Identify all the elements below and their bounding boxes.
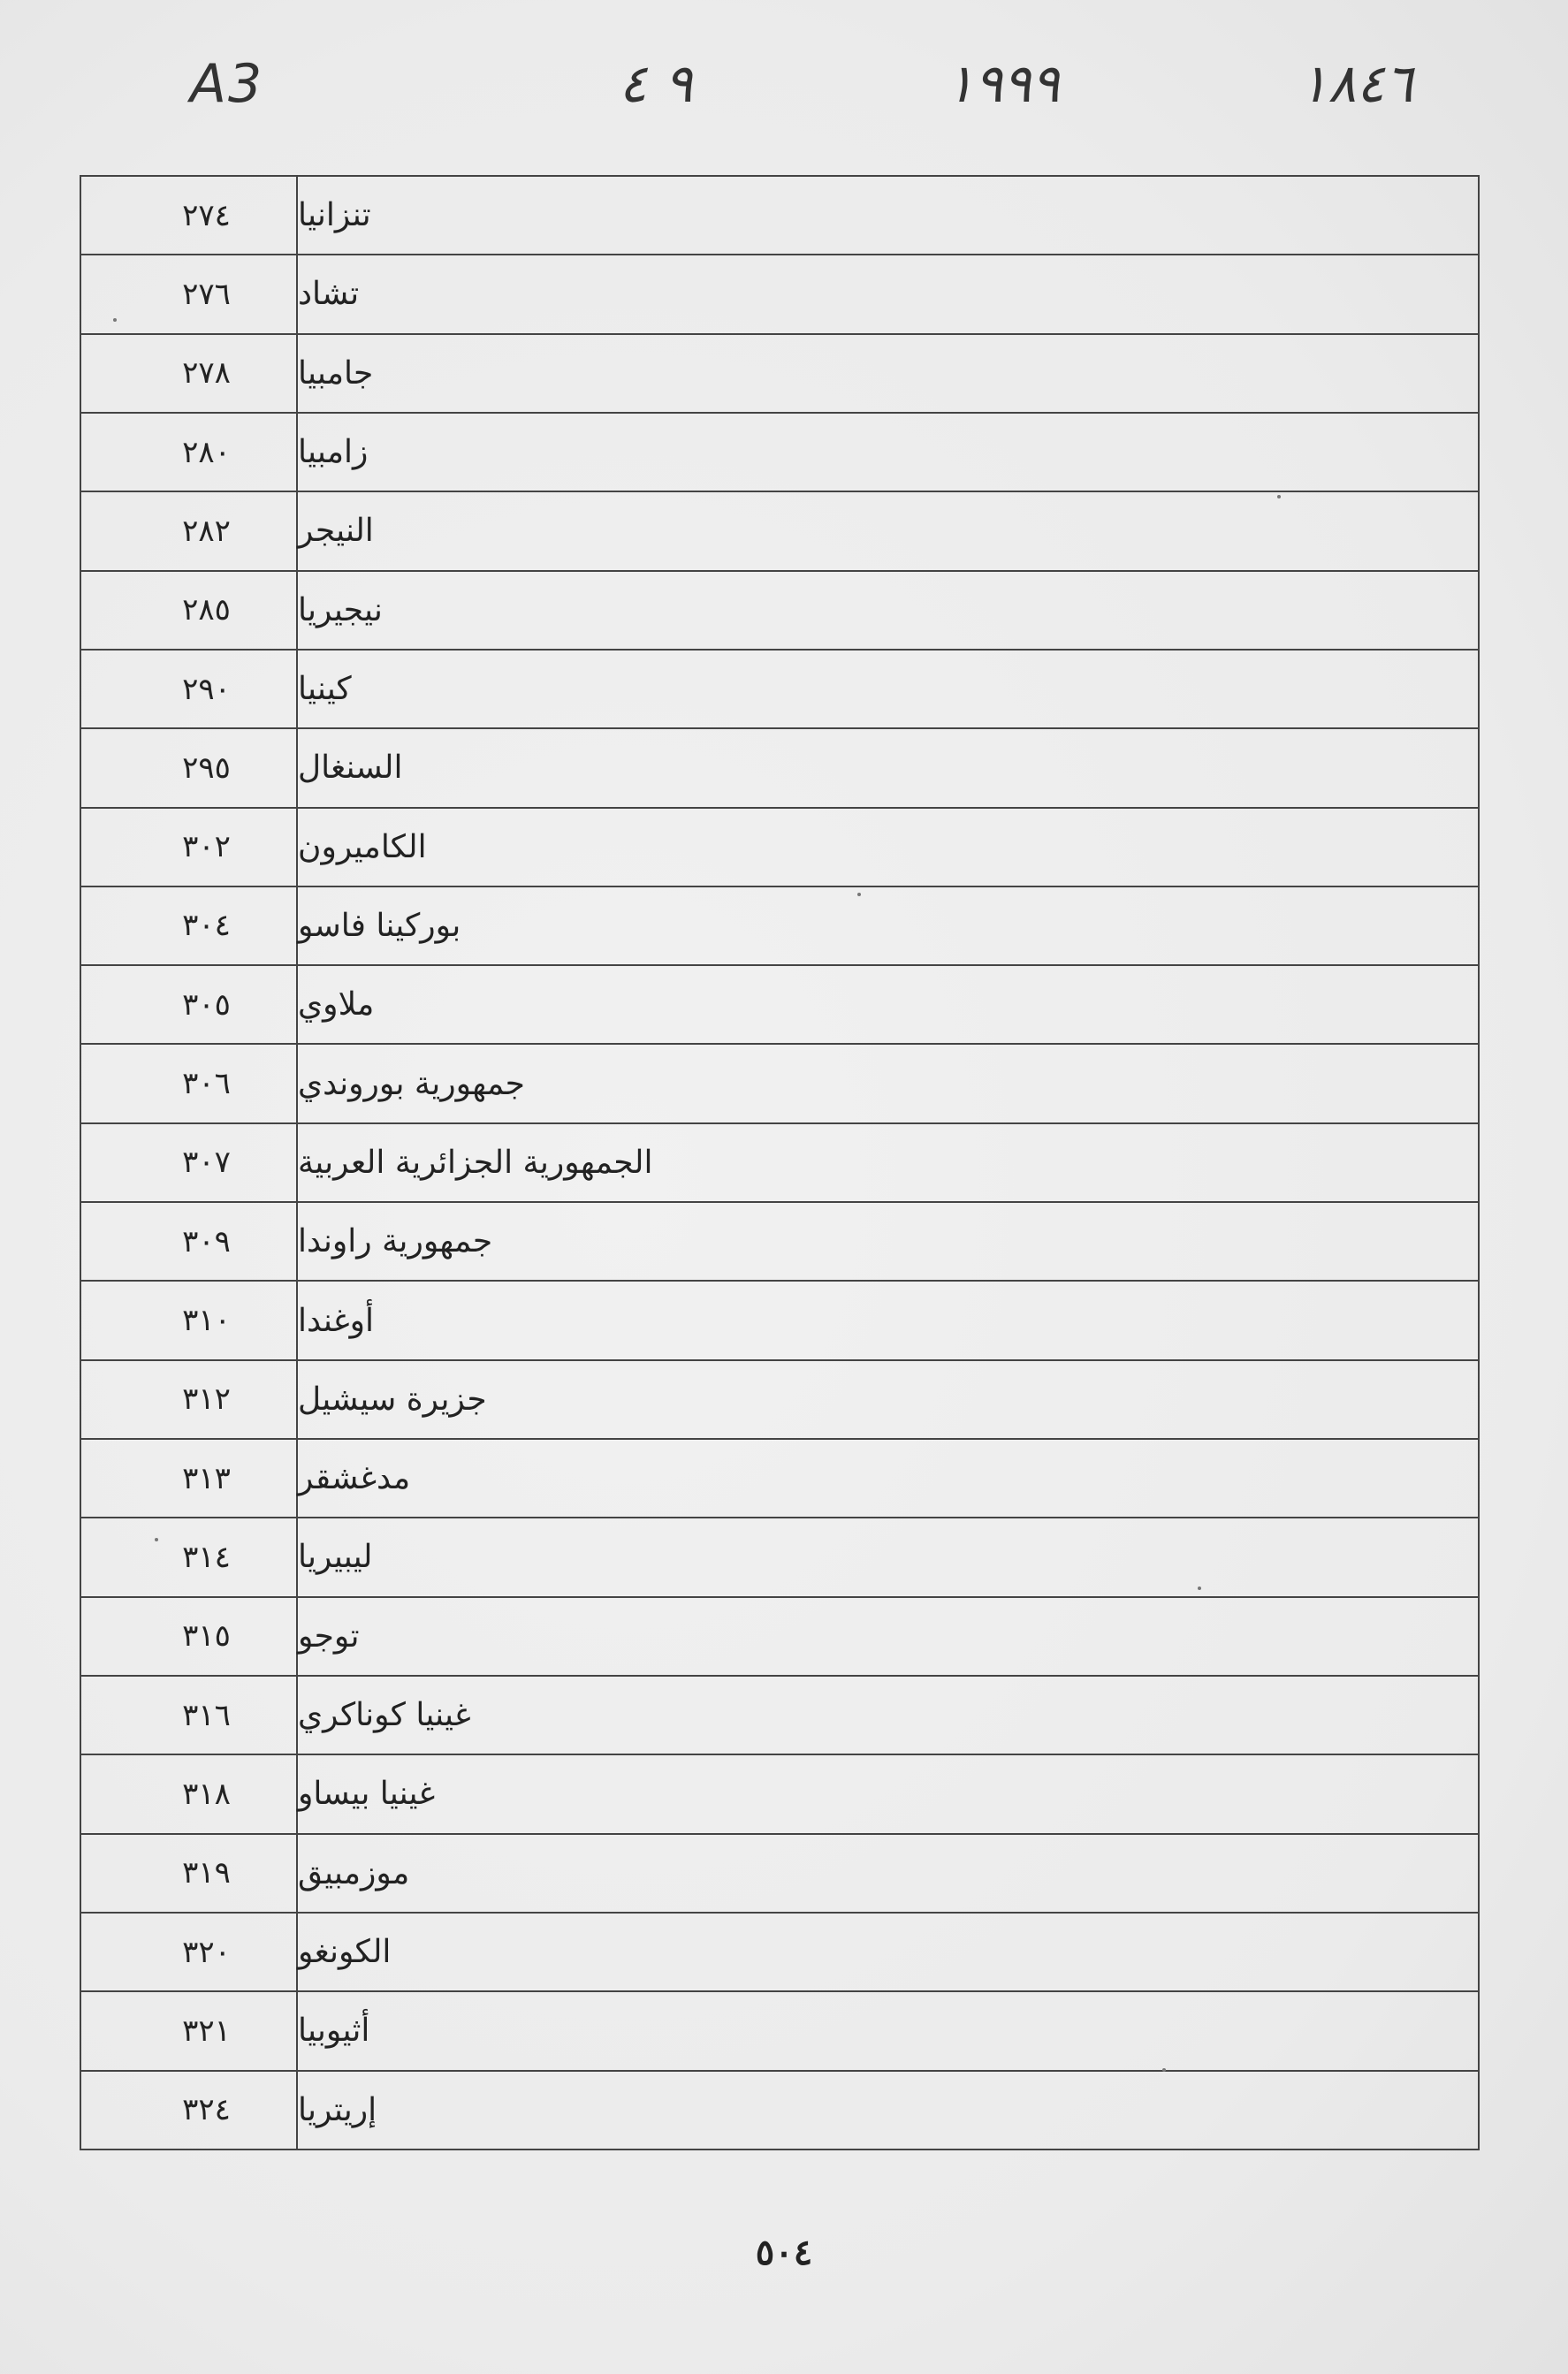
country-name: غينيا كوناكري [298,1697,471,1734]
page-cell: ٣٢٠ [81,1914,298,1990]
country-name: توجو [298,1617,360,1655]
country-name: الكونغو [298,1934,392,1971]
country-cell [298,255,1478,332]
table-row [81,1203,1478,1282]
country-cell [298,887,1478,964]
paper-speck [155,1538,158,1541]
table-row [81,492,1478,571]
paper-speck [857,893,861,896]
country-cell [298,651,1478,727]
table-row [81,255,1478,334]
table-row [81,809,1478,887]
country-cell [298,1282,1478,1358]
country-name: زامبيا [298,434,369,471]
country-cell [298,335,1478,412]
table-row [81,1992,1478,2071]
page-cell: ٣١٠ [81,1282,298,1358]
paper-speck [113,318,117,322]
country-cell [298,414,1478,491]
page-cell: ٣١٩ [81,1835,298,1912]
country-name: بوركينا فاسو [298,907,461,944]
page-cell: ٣١٤ [81,1518,298,1595]
country-cell [298,1598,1478,1675]
page-cell: ٢٨٠ [81,414,298,491]
country-name: جمهورية راوندا [298,1223,493,1260]
country-cell [298,966,1478,1043]
page-cell: ٣٠٦ [81,1045,298,1122]
table-row [81,1755,1478,1834]
paper-speck [1162,2068,1166,2072]
country-name: غينيا بيساو [298,1776,436,1813]
country-cell [298,492,1478,569]
table-row [81,572,1478,651]
country-name: تنزانيا [298,197,371,234]
country-name: الجمهورية الجزائرية العربية [298,1144,653,1181]
country-name: ليبيريا [298,1539,373,1576]
country-name: جامبيا [298,354,374,392]
country-cell [298,1992,1478,2069]
country-cell [298,809,1478,886]
country-name: النيجر [298,513,374,550]
table-row [81,1124,1478,1203]
table-row [81,1361,1478,1440]
page-cell: ٣٠٤ [81,887,298,964]
table-row [81,1677,1478,1755]
page-cell: ٢٩٥ [81,729,298,806]
page-cell: ٢٩٠ [81,651,298,727]
page-number: ٥٠٤ [755,2232,813,2273]
paper-speck [1198,1586,1201,1590]
handwritten-day-month: ٩ ٤ [619,53,693,115]
page-cell: ٢٧٤ [81,177,298,254]
table-row [81,414,1478,492]
table-row [81,1914,1478,1992]
page-cell: ٢٨٢ [81,492,298,569]
country-name: أوغندا [298,1302,374,1339]
table-row [81,651,1478,729]
country-name: جزيرة سيشيل [298,1381,487,1418]
country-cell [298,1440,1478,1517]
page-cell: ٣١٥ [81,1598,298,1675]
handwritten-number: ١٨٤٦ [1299,53,1413,115]
page-cell: ٣١٢ [81,1361,298,1438]
country-cell [298,572,1478,649]
country-name: كينيا [298,671,352,708]
table-row [81,1518,1478,1597]
table-row [81,1598,1478,1677]
table-row [81,966,1478,1045]
country-cell [298,2072,1478,2149]
country-cell [298,1835,1478,1912]
table-row [81,1045,1478,1123]
country-cell [298,1677,1478,1754]
country-name: نيجيريا [298,591,383,628]
table-row [81,1835,1478,1914]
table-row [81,887,1478,966]
country-name: ملاوي [298,986,375,1023]
table-row [81,2072,1478,2149]
country-name: الكاميرون [298,828,427,865]
page-cell: ٣١٨ [81,1755,298,1832]
page-cell: ٣٠٧ [81,1124,298,1201]
country-cell [298,1124,1478,1201]
handwritten-year: ١٩٩٩ [946,53,1060,115]
page-cell: ٢٧٦ [81,255,298,332]
page-cell: ٣١٣ [81,1440,298,1517]
table-row [81,1282,1478,1360]
country-cell [298,1361,1478,1438]
table-row [81,177,1478,255]
country-name: إريتريا [298,2091,377,2128]
country-cell [298,177,1478,254]
page-cell: ٣٢٤ [81,2072,298,2149]
table-row [81,1440,1478,1518]
paper-speck [1277,495,1281,498]
country-name: السنغال [298,749,403,787]
country-cell [298,1755,1478,1832]
country-name: مدغشقر [298,1460,411,1497]
table-row [81,335,1478,414]
page-cell: ٣٠٩ [81,1203,298,1280]
country-cell [298,1518,1478,1595]
country-name: أثيوبيا [298,2013,370,2050]
country-cell [298,729,1478,806]
page-cell: ٢٨٥ [81,572,298,649]
page-cell: ٣١٦ [81,1677,298,1754]
page-cell: ٣٠٢ [81,809,298,886]
country-cell [298,1045,1478,1122]
page-cell: ٢٧٨ [81,335,298,412]
country-name: تشاد [298,276,360,313]
table-row [81,729,1478,808]
country-name: جمهورية بوروندي [298,1065,525,1102]
page-cell: ٣٢١ [81,1992,298,2069]
country-name: موزمبيق [298,1854,410,1891]
page-cell: ٣٠٥ [81,966,298,1043]
handwritten-reference: A3 [190,53,264,115]
country-cell [298,1914,1478,1990]
country-index-table [80,175,1480,2150]
country-cell [298,1203,1478,1280]
